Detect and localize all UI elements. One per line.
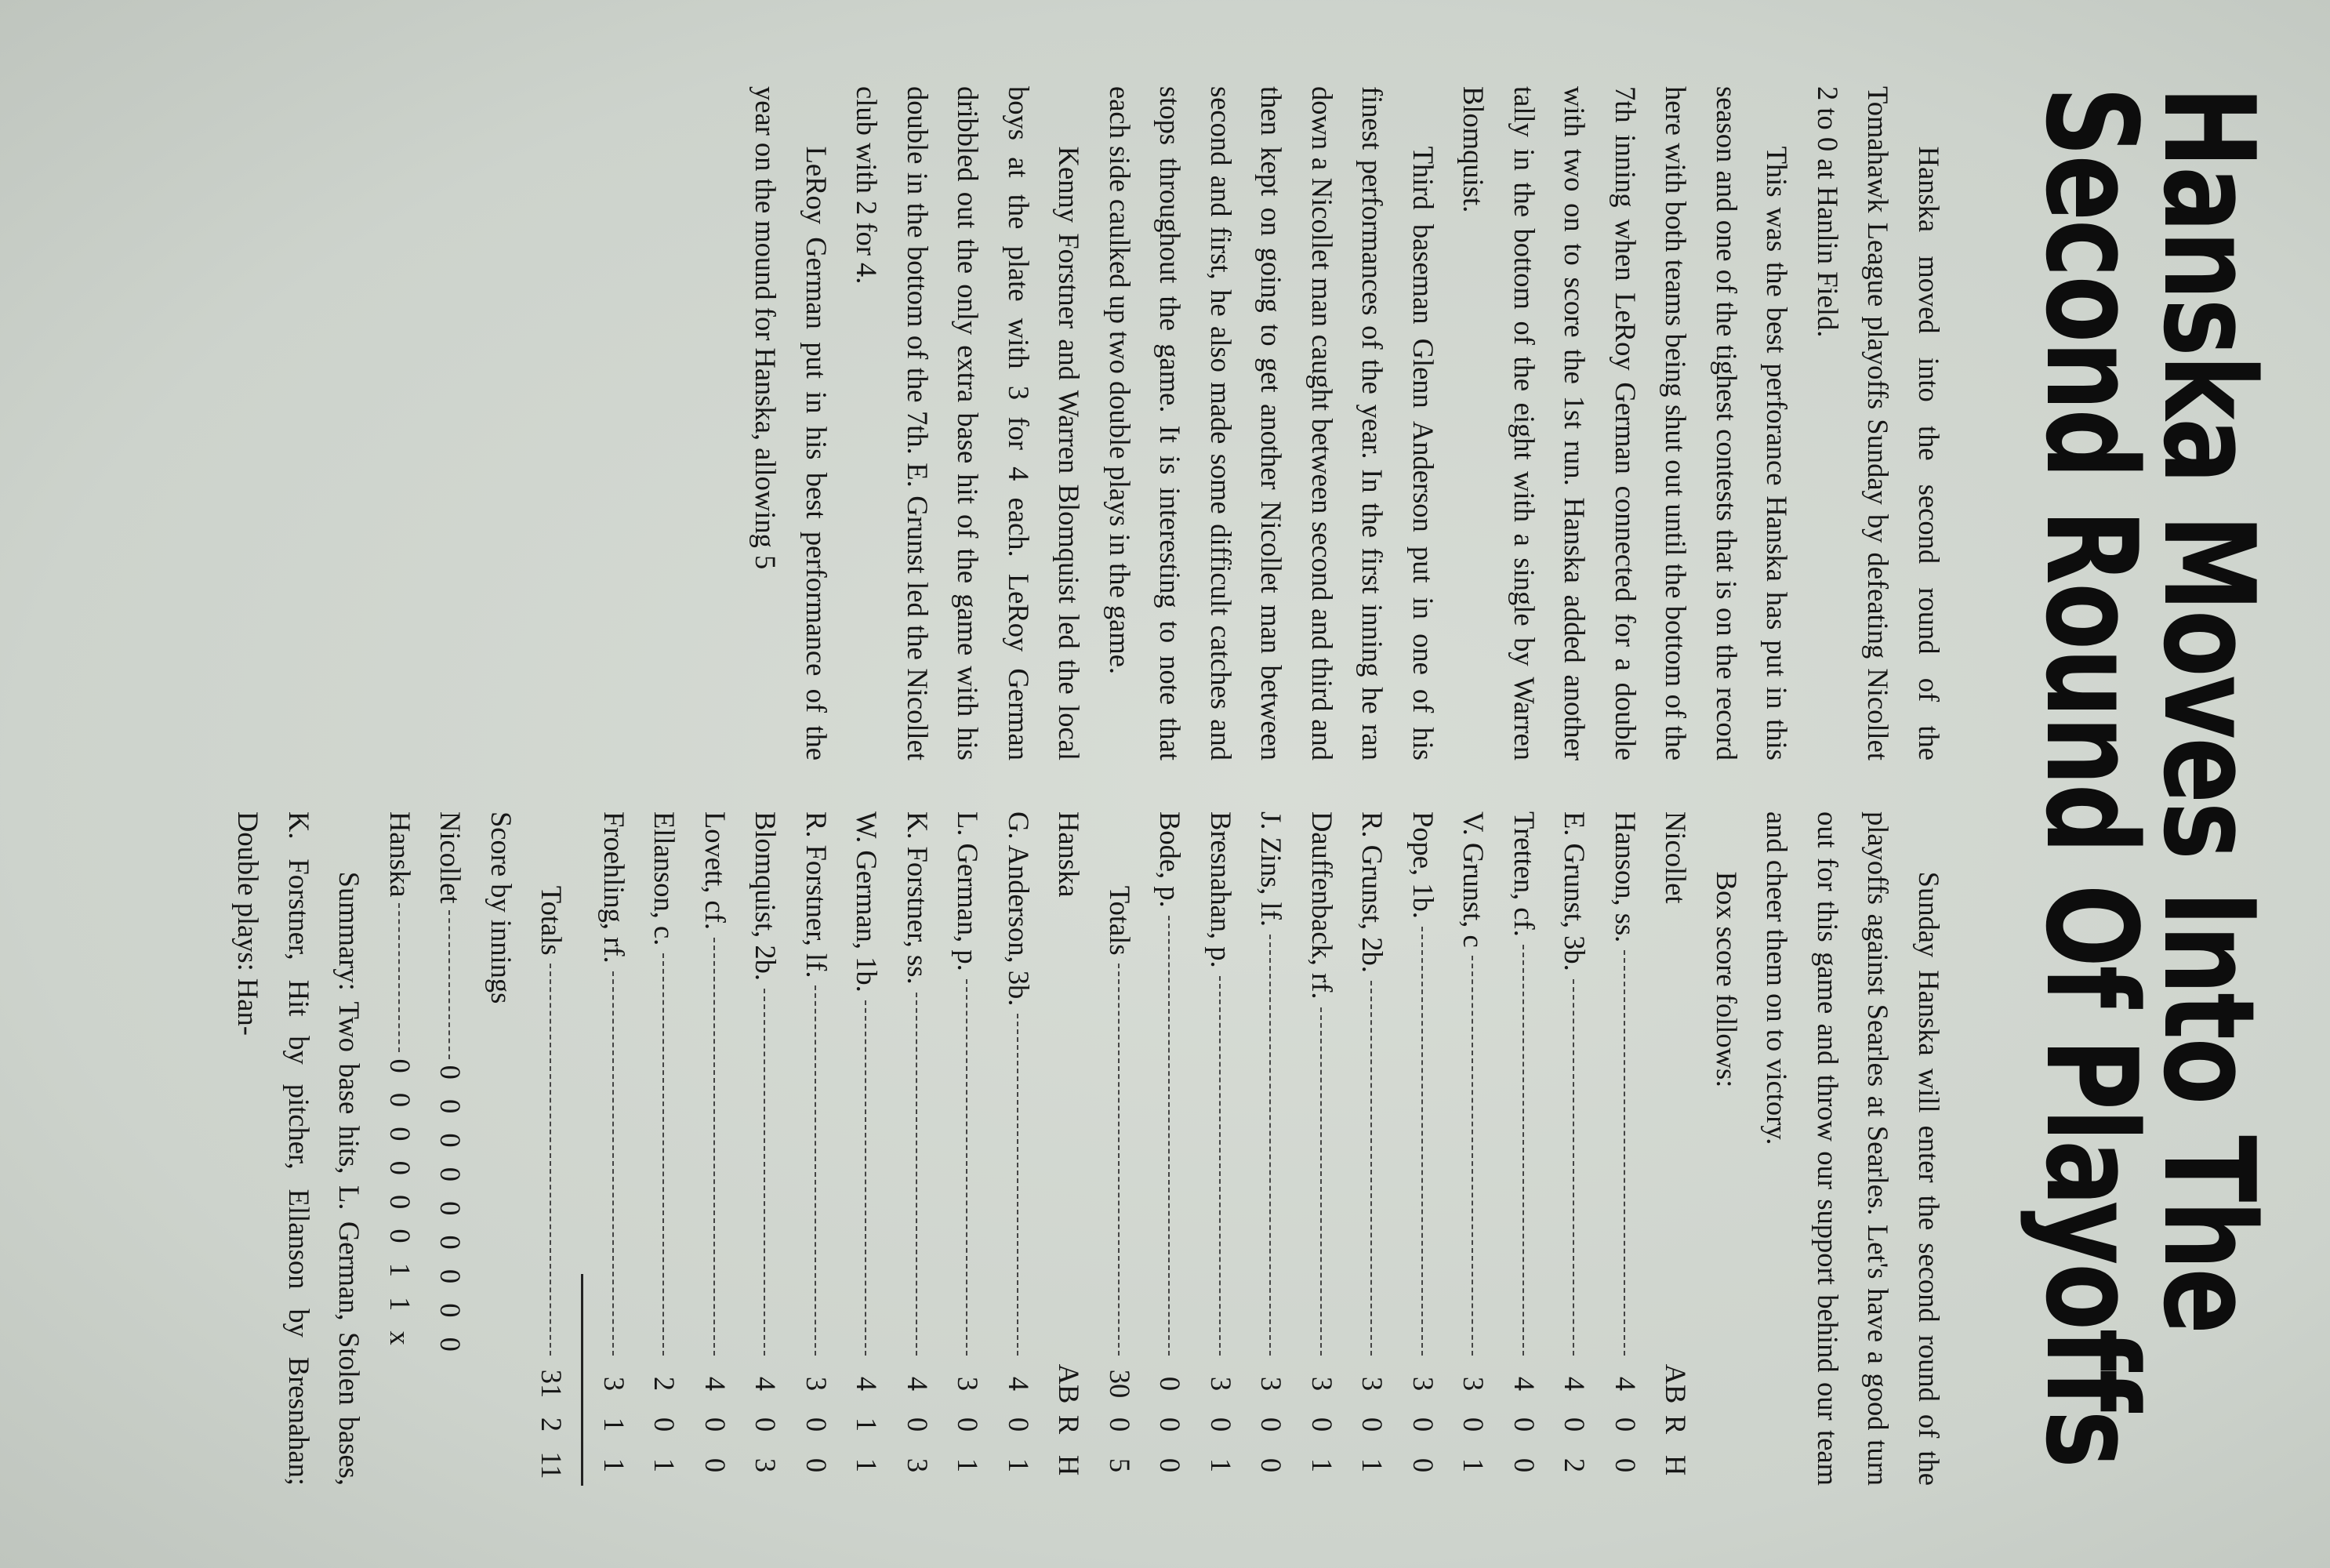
player-row [1600, 811, 1651, 1486]
player-stats [1600, 1363, 1651, 1486]
box-score-caption: Box score follows: [1711, 871, 1743, 1088]
player-name: G. Anderson, 3b. [1003, 811, 1035, 1007]
innings-team: Hanska [384, 811, 416, 898]
header-h: H [1053, 1454, 1086, 1476]
player-row [1398, 811, 1449, 1486]
leader-dots [1017, 1014, 1018, 1356]
player-name: K. Forstner, ss. [902, 811, 934, 985]
article-paragraph: Hanska moved into the second round of the Tomahawk League playoffs Sunday by defeating Nicollet 2 to 0 at Hanlin Field. [1812, 86, 1945, 760]
stat-r: 0 [699, 1417, 731, 1432]
stat-r: 1 [598, 1417, 630, 1432]
stat-h: 1 [851, 1457, 884, 1473]
leader-dots [967, 979, 968, 1356]
stat-r: 0 [1508, 1417, 1541, 1432]
player-stats [690, 1363, 741, 1486]
team-name: Nicollet [1660, 811, 1693, 904]
totals-label: Totals [535, 885, 568, 956]
player-row [1499, 811, 1550, 1486]
innings-score: 0 0 0 0 0 0 0 0 0 [434, 1065, 467, 1358]
player-row [791, 811, 842, 1486]
stat-ab: 4 [851, 1376, 884, 1392]
player-name: Froehling, rf. [598, 811, 630, 964]
innings-caption: Score by innings [485, 811, 517, 1004]
stat-h: 0 [1255, 1457, 1288, 1473]
box-score-header [1043, 811, 1094, 1486]
box-score-rows [1145, 811, 1650, 1486]
player-row [1196, 811, 1247, 1486]
player-name: Hanson, ss. [1610, 811, 1642, 943]
player-stats [589, 1363, 640, 1486]
stat-ab: 3 [1356, 1376, 1389, 1392]
leader-dots [1573, 979, 1575, 1356]
player-row [690, 811, 741, 1486]
stat-ab: 3 [598, 1376, 630, 1392]
leader-dots [764, 989, 766, 1356]
innings-score: 0 0 0 0 0 0 1 1 x [384, 1058, 416, 1352]
totals-label: Totals [1104, 885, 1136, 956]
leader-dots [1270, 935, 1272, 1356]
stat-h: 1 [598, 1457, 630, 1473]
player-stats [639, 1363, 690, 1486]
player-row [841, 811, 892, 1486]
player-row [589, 811, 640, 1486]
stat-h: 1 [952, 1457, 985, 1473]
stat-h: 3 [902, 1457, 934, 1473]
leader-dots [866, 1000, 867, 1356]
stat-r: 0 [1457, 1417, 1490, 1432]
stat-h: 0 [1407, 1457, 1439, 1473]
player-row [1246, 811, 1297, 1486]
player-row [1448, 811, 1499, 1486]
player-name: J. Zins, lf. [1255, 811, 1288, 927]
stat-ab: 4 [749, 1376, 782, 1392]
player-row [740, 811, 791, 1486]
team-name: Hanska [1053, 811, 1086, 898]
leader-dots [1219, 976, 1221, 1356]
player-row [993, 811, 1044, 1486]
player-stats [942, 1363, 993, 1486]
leader-dots [1421, 927, 1423, 1356]
article-paragraph: Third baseman Glenn Anderson put in one of his finest performances of the year. In the first inning he ran down a Nicollet man caught between second and third and then kept on going to get another Nicollet man between second and first, he also made some difficult catches and stops throughout the game. It is interesting to note that each side caulked up two double plays in the game. [1104, 86, 1439, 760]
header-r: R [1053, 1414, 1086, 1435]
leader-dots [916, 993, 917, 1356]
stat-ab: 4 [699, 1376, 731, 1392]
article-paragraph: Sunday Hanska will enter the second round of the playoffs against Searles at Searles. Let's have a good turn out for this game and throw our support behind our team and cheer them on to victory. [1761, 811, 1945, 1486]
player-stats [1297, 1363, 1348, 1486]
stat-h: 1 [1306, 1457, 1338, 1473]
stat-h: 1 [1003, 1457, 1035, 1473]
stat-ab: 3 [1457, 1376, 1490, 1392]
stat-ab: 4 [1610, 1376, 1642, 1392]
leader-dots [1169, 916, 1170, 1356]
player-stats [841, 1363, 892, 1486]
stat-r: 0 [1306, 1417, 1338, 1432]
player-stats [1246, 1363, 1297, 1486]
headline-line-2: Second Round Of Playoffs [2018, 86, 2165, 1467]
stat-r: 0 [902, 1417, 934, 1432]
stat-ab: 4 [1559, 1376, 1591, 1392]
player-row [1145, 811, 1196, 1486]
leader-dots [663, 953, 665, 1356]
player-name: R. Grunst, 2b. [1356, 811, 1389, 973]
article-right-column [223, 811, 1954, 1486]
player-row [942, 811, 993, 1486]
box-score-rows [589, 811, 1044, 1486]
stat-ab: 4 [1003, 1376, 1035, 1392]
player-name: Lovett, cf. [699, 811, 731, 931]
stat-h: 3 [749, 1457, 782, 1473]
stat-h: 0 [1610, 1457, 1642, 1473]
player-name: Bode, p. [1154, 811, 1187, 908]
leader-dots [815, 985, 816, 1356]
innings-team: Nicollet [434, 811, 467, 904]
player-stats [1549, 1363, 1600, 1486]
leader-dots [1624, 950, 1625, 1356]
stat-r: 0 [1003, 1417, 1035, 1432]
game-summary: Summary: Two base hits, L. German, Stolen bases, K. Forstner, Hit by pitcher, Ellanson by Bresnahan; Double plays: Han- [232, 811, 366, 1486]
header-h: H [1660, 1454, 1693, 1476]
stat-r: 0 [1407, 1417, 1439, 1432]
player-row [1549, 811, 1600, 1486]
article-paragraph: Kenny Forstner and Warren Blomquist led the local boys at the plate with 3 for 4 each. LeRoy German dribbled out the only extra base hit of the game with his double in the bottom of the 7th. E. Grunst led the Nicollet club with 2 for 4. [851, 86, 1086, 760]
stat-h: 0 [800, 1457, 833, 1473]
stat-r: 0 [1205, 1417, 1237, 1432]
leader-dots [1371, 981, 1373, 1356]
totals-rule [582, 1274, 584, 1486]
stat-r: 0 [1154, 1417, 1187, 1432]
player-stats [1499, 1363, 1550, 1486]
header-r: R [1660, 1414, 1693, 1435]
stat-ab: 3 [1407, 1376, 1439, 1392]
leader-dots [1472, 956, 1474, 1356]
stat-h: 0 [1508, 1457, 1541, 1473]
article-left-column [740, 86, 1954, 760]
stat-r: 0 [749, 1417, 782, 1432]
box-score-totals [1094, 811, 1145, 1486]
player-stats [1347, 1363, 1398, 1486]
box-score-hanska [526, 811, 1094, 1486]
player-name: W. German, 1b. [851, 811, 884, 993]
player-name: E. Grunst, 3b. [1559, 811, 1591, 971]
player-stats [892, 1363, 943, 1486]
stat-r: 0 [800, 1417, 833, 1432]
leader-dots [713, 938, 715, 1356]
stat-ab: 4 [902, 1376, 934, 1392]
player-row [1347, 811, 1398, 1486]
stat-ab: 3 [800, 1376, 833, 1392]
player-row [892, 811, 943, 1486]
player-name: Ellanson, c. [648, 811, 681, 946]
headline [2018, 86, 2282, 1513]
player-stats [740, 1363, 791, 1486]
stat-r: 0 [1356, 1417, 1389, 1432]
leader-dots [1320, 1007, 1322, 1356]
leader-dots [449, 910, 451, 1059]
stat-ab: 2 [648, 1376, 681, 1392]
total-ab: 30 [1104, 1369, 1136, 1399]
stat-r: 0 [1610, 1417, 1642, 1432]
stat-r: 1 [851, 1417, 884, 1432]
stat-h: 0 [699, 1457, 731, 1473]
player-stats [1448, 1363, 1499, 1486]
total-ab: 31 [535, 1369, 568, 1399]
stat-r: 0 [952, 1417, 985, 1432]
player-name: Bresnahan, p. [1205, 811, 1237, 968]
header-ab: AB [1660, 1363, 1693, 1404]
player-name: Dauffenback, rf. [1306, 811, 1338, 1000]
stat-h: 1 [648, 1457, 681, 1473]
stat-h: 1 [1356, 1457, 1389, 1473]
player-name: L. German, p. [952, 811, 985, 971]
stat-h: 2 [1559, 1457, 1591, 1473]
total-r: 2 [535, 1417, 568, 1432]
player-stats [1398, 1363, 1449, 1486]
leader-dots [398, 903, 400, 1052]
player-stats [791, 1363, 842, 1486]
stat-h: 0 [1154, 1457, 1187, 1473]
stat-ab: 0 [1154, 1376, 1187, 1392]
player-name: Pope, 1b. [1407, 811, 1439, 919]
stat-ab: 3 [1205, 1376, 1237, 1392]
stat-h: 1 [1457, 1457, 1490, 1473]
player-stats [1196, 1363, 1247, 1486]
innings-row-nicollet [425, 811, 476, 1486]
stat-r: 0 [648, 1417, 681, 1432]
stat-ab: 3 [1255, 1376, 1288, 1392]
box-score-totals [526, 811, 577, 1486]
total-h: 11 [535, 1451, 568, 1479]
player-name: V. Grunst, c [1457, 811, 1490, 948]
stat-ab: 4 [1508, 1376, 1541, 1392]
box-score-nicollet [1094, 811, 1701, 1486]
leader-dots [1522, 945, 1524, 1356]
headline-line-1: Hanska Moves Into The [2136, 86, 2282, 1333]
box-score-header [1650, 811, 1701, 1486]
player-name: R. Forstner, lf. [800, 811, 833, 978]
player-name: Blomquist, 2b. [749, 811, 782, 981]
leader-dots [612, 971, 614, 1356]
player-name: Tretten, cf. [1508, 811, 1541, 937]
stat-ab: 3 [1306, 1376, 1338, 1392]
leader-dots [550, 964, 552, 1356]
leader-dots [1118, 964, 1120, 1356]
player-stats [993, 1363, 1044, 1486]
total-h: 5 [1104, 1457, 1136, 1473]
article-paragraph: This was the best perforance Hanska has put in this season and one of the tighest contests that is on the record here with both teams being shut out until the bottom of the 7th inning when LeRoy German connected for a double with two on to score the 1st run. Hanska added another tally in the bottom of the eight with a single by Warren Blomquist. [1457, 86, 1794, 760]
player-stats [1145, 1363, 1196, 1486]
player-row [1297, 811, 1348, 1486]
stat-ab: 3 [952, 1376, 985, 1392]
player-row [639, 811, 690, 1486]
header-ab: AB [1053, 1363, 1086, 1404]
stat-h: 1 [1205, 1457, 1237, 1473]
total-r: 0 [1104, 1417, 1136, 1432]
innings-row-hanska [375, 811, 426, 1486]
stat-r: 0 [1255, 1417, 1288, 1432]
stat-r: 0 [1559, 1417, 1591, 1432]
article-paragraph: LeRoy German put in his best performance of the year on the mound for Hanska, allowing 5 [749, 86, 833, 760]
